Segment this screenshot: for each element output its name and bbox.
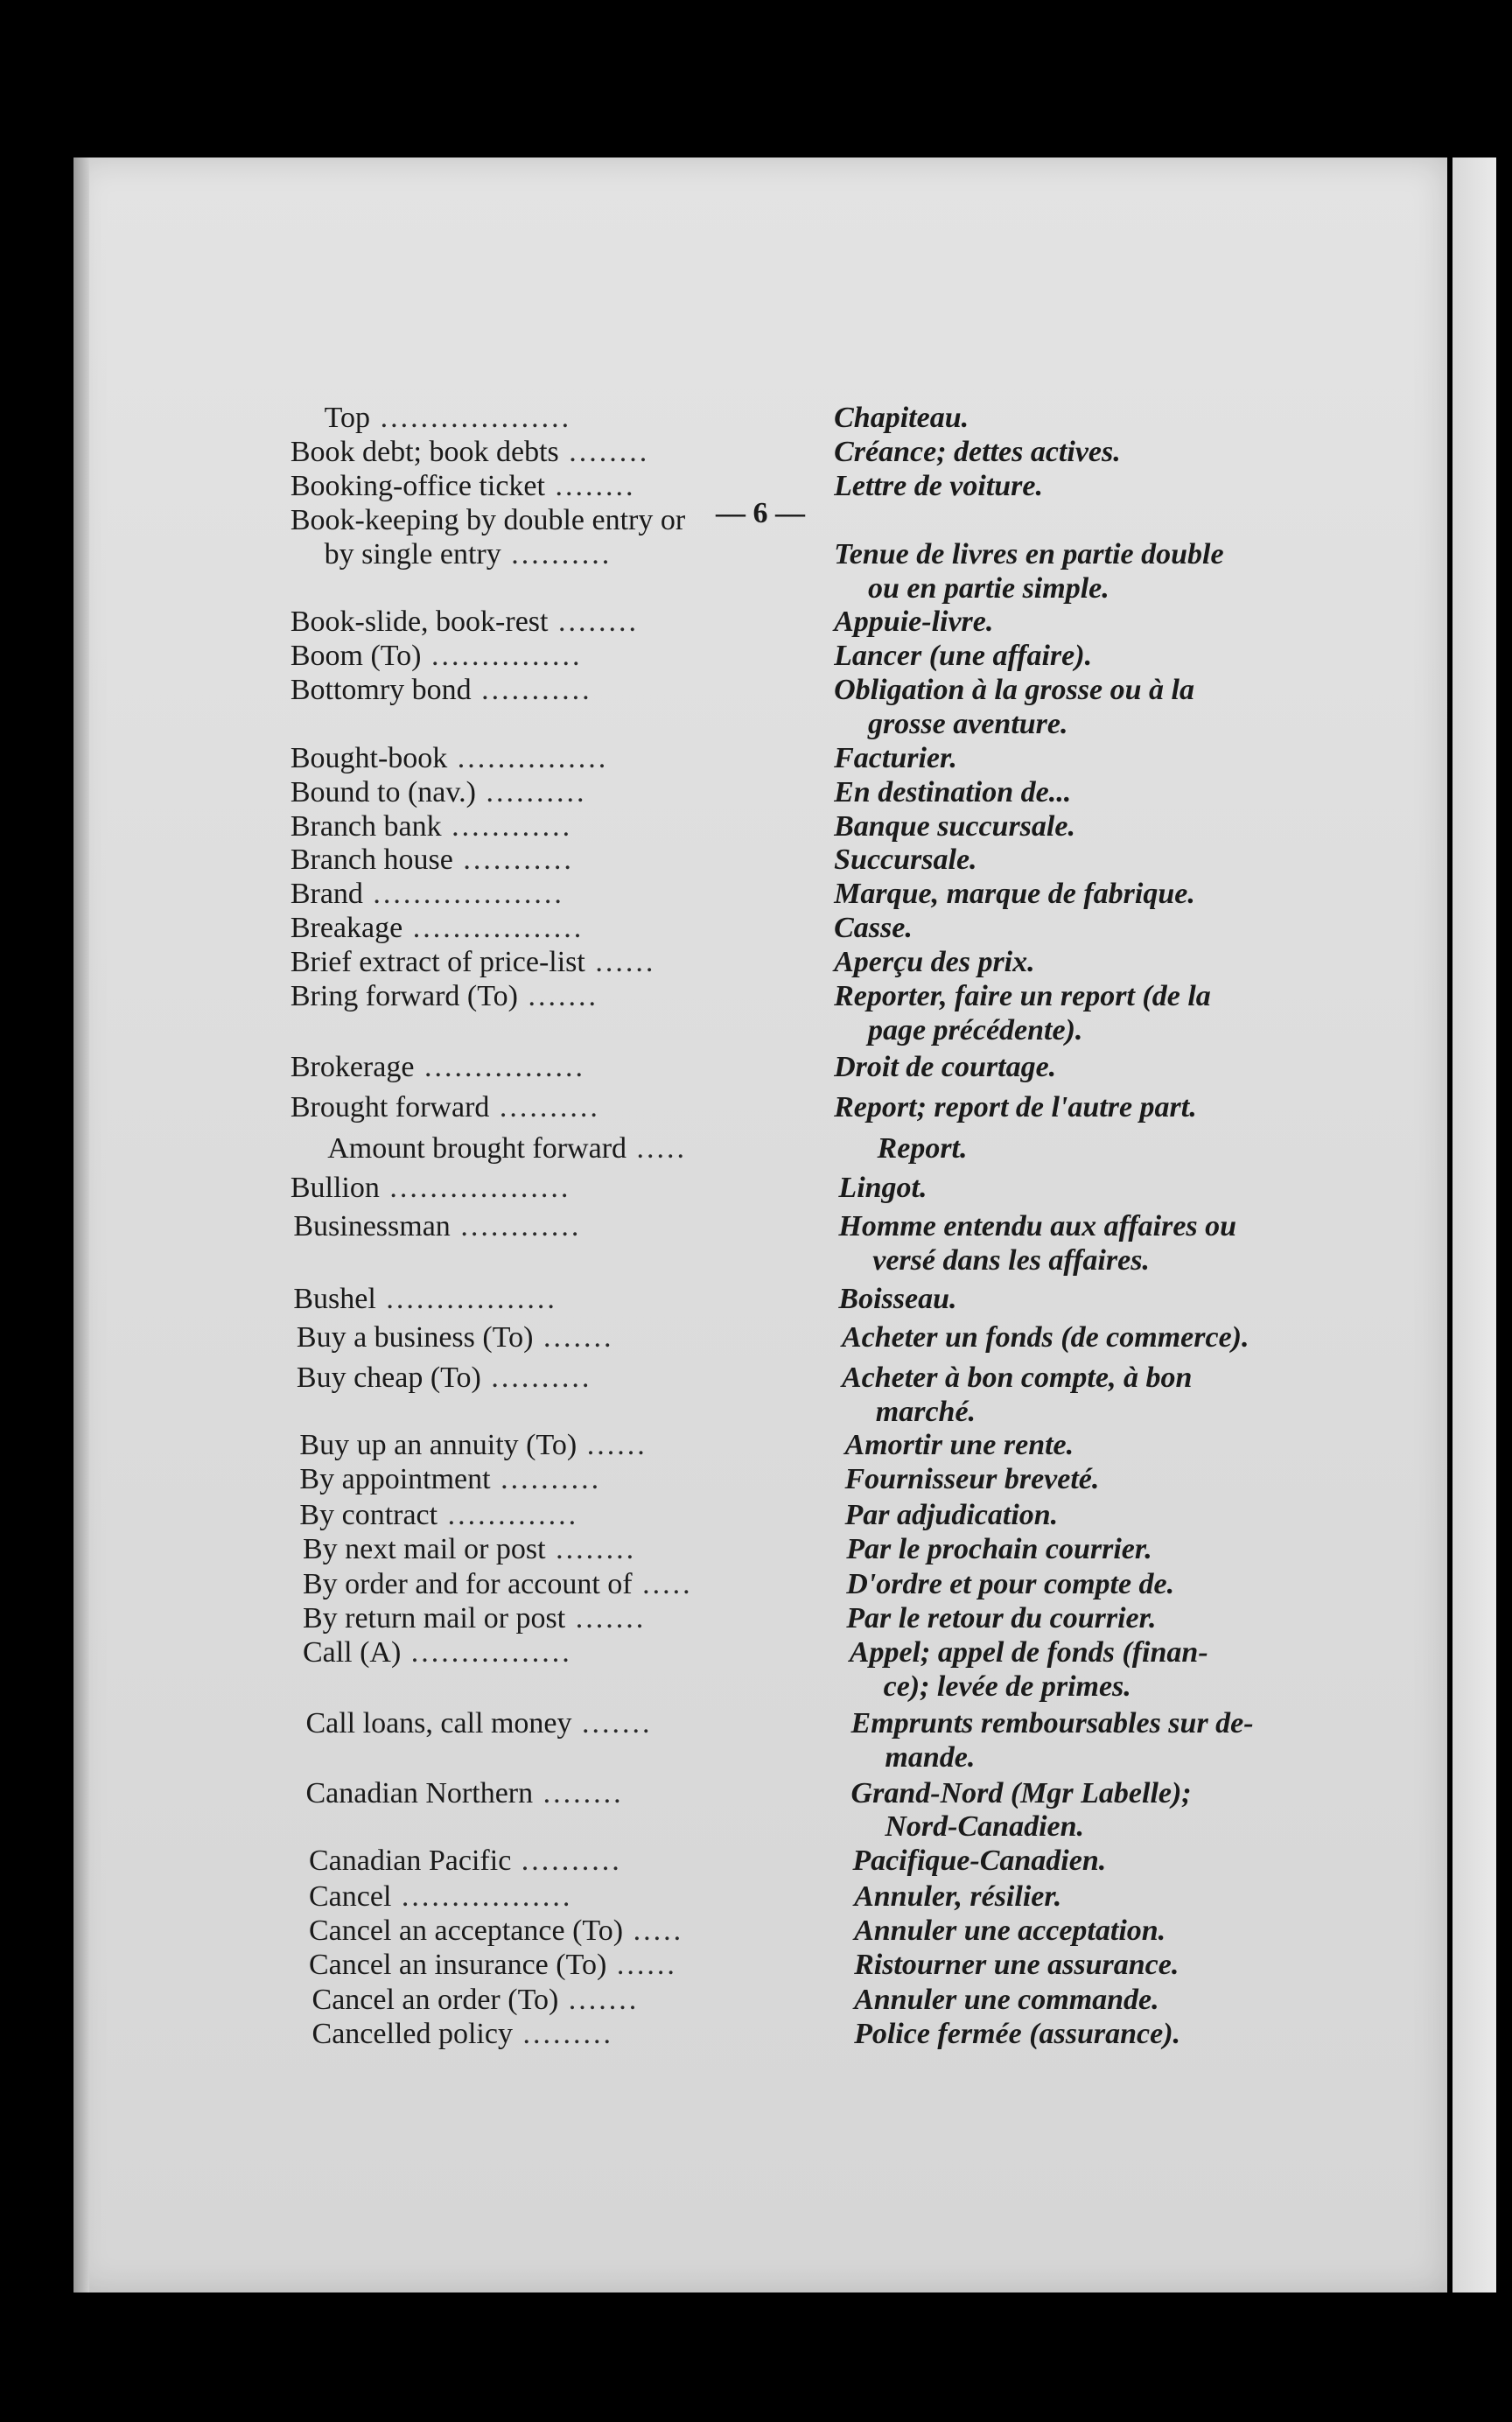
english-term	[290, 504, 685, 537]
english-term	[293, 1283, 556, 1316]
french-translation: Par le retour du courrier.	[846, 1602, 1157, 1635]
leader-dots: .......	[571, 1707, 653, 1740]
french-translation: Report; report de l'autre part.	[834, 1090, 1197, 1124]
french-translation: Boisseau.	[838, 1282, 957, 1315]
french-translation: Annuler une acceptation.	[854, 1914, 1166, 1947]
french-translation: Facturier.	[834, 741, 957, 774]
french-translation: Police fermée (assurance).	[854, 2017, 1181, 2050]
leader-dots: .................	[402, 912, 584, 944]
english-term-text: By appointment	[299, 1463, 491, 1496]
french-translation: Marque, marque de fabrique.	[834, 878, 1195, 911]
english-term-text: Amount brought forward	[327, 1132, 627, 1166]
leader-dots: .....	[623, 1914, 684, 1947]
leader-dots: ........	[533, 1776, 624, 1810]
english-term-text: Branch bank	[290, 809, 442, 843]
leader-dots: ......	[584, 945, 656, 978]
leader-dots: ..........	[500, 537, 612, 570]
english-term-text: Bring forward (To)	[290, 979, 518, 1012]
english-term	[299, 1463, 601, 1496]
english-term-text: Brought forward	[290, 1090, 490, 1124]
adjacent-page-edge	[1452, 158, 1496, 2292]
english-term-text: Bound to (nav.)	[290, 775, 476, 808]
french-translation: D'ordre et pour compte de.	[846, 1568, 1175, 1601]
leader-dots: ................	[414, 1050, 585, 1083]
leader-dots: .....	[632, 1568, 693, 1601]
leader-dots: ........	[544, 470, 636, 503]
english-term	[299, 1429, 647, 1462]
french-translation: Appuie-livre.	[834, 606, 994, 639]
leader-dots: .......	[558, 1984, 640, 2017]
leader-dots: ...............	[447, 741, 609, 774]
french-translation: Report.	[877, 1132, 968, 1166]
english-term	[303, 1533, 636, 1566]
english-term-text: Buy up an annuity (To)	[299, 1429, 578, 1462]
french-translation: Reporter, faire un report (de la	[834, 979, 1211, 1012]
english-term-text: Canadian Pacific	[309, 1844, 512, 1878]
leader-dots: .......	[517, 979, 598, 1012]
english-term	[290, 912, 584, 945]
english-term-text: Bought-book	[290, 741, 448, 774]
leader-dots: .................	[391, 1880, 573, 1913]
english-term-continuation	[325, 538, 612, 571]
french-translation: Succursale.	[834, 844, 977, 877]
french-translation: Annuler une commande.	[854, 1984, 1159, 2017]
french-translation: Lancer (une affaire).	[834, 640, 1093, 673]
english-term-text: Bullion	[290, 1171, 380, 1204]
english-term	[309, 1949, 677, 1982]
english-term	[325, 402, 571, 435]
french-translation: Obligation à la grosse ou à la	[834, 674, 1194, 707]
english-term	[297, 1321, 614, 1354]
leader-dots: ............	[441, 809, 573, 843]
french-translation: Pacifique-Canadien.	[852, 1844, 1107, 1878]
french-translation: ce); levée de primes.	[883, 1670, 1131, 1703]
french-translation: Appel; appel de fonds (finan-	[849, 1635, 1208, 1669]
leader-dots: ..........	[489, 1090, 600, 1124]
leader-dots: .....	[626, 1132, 688, 1166]
french-translation: Aperçu des prix.	[834, 945, 1035, 978]
leader-dots: .......	[565, 1602, 647, 1635]
english-term-text: Brand	[290, 878, 363, 911]
english-term	[290, 878, 564, 911]
french-translation: page précédente).	[867, 1013, 1083, 1046]
english-term	[303, 1568, 693, 1601]
leader-dots: .......	[533, 1320, 614, 1354]
french-translation: En destination de...	[834, 775, 1072, 808]
french-translation: Acheter à bon compte, à bon	[841, 1361, 1193, 1394]
english-term	[290, 946, 656, 979]
english-term	[290, 606, 639, 639]
french-translation: mande.	[885, 1740, 976, 1774]
english-term-text: Call loans, call money	[305, 1707, 572, 1740]
english-term-text: By order and for account of	[302, 1568, 633, 1601]
leader-dots: ........	[548, 606, 639, 639]
french-translation: ou en partie simple.	[867, 571, 1110, 605]
english-term-text: Bottomry bond	[290, 674, 472, 707]
english-term	[290, 1091, 600, 1124]
english-term-text: By contract	[299, 1498, 438, 1531]
english-term	[290, 674, 592, 707]
french-translation: Ristourner une assurance.	[854, 1948, 1180, 1981]
leader-dots: ......	[577, 1429, 648, 1462]
english-term	[297, 1362, 592, 1395]
book-page	[74, 158, 1447, 2292]
french-translation: Nord-Canadien.	[885, 1810, 1085, 1844]
leader-dots: ................	[401, 1635, 572, 1669]
leader-dots: ..........	[511, 1844, 622, 1878]
english-term-text: Cancel an insurance (To)	[309, 1948, 607, 1981]
leader-dots: ...................	[362, 878, 564, 911]
leader-dots: ..........	[475, 775, 587, 808]
english-term-text: Canadian Northern	[305, 1776, 534, 1810]
english-term	[290, 436, 649, 469]
english-term	[290, 640, 583, 673]
english-term	[290, 810, 572, 844]
english-term	[303, 1636, 572, 1670]
french-translation: Annuler, résilier.	[854, 1880, 1062, 1913]
english-term-text: Booking-office ticket	[290, 470, 545, 503]
page-binding-shadow	[74, 158, 89, 2292]
french-translation: grosse aventure.	[867, 707, 1068, 740]
english-term-text: Cancel an order (To)	[312, 1984, 559, 2017]
english-term-text: by single entry	[324, 537, 501, 570]
english-term	[305, 1777, 623, 1810]
english-term	[293, 1210, 581, 1243]
leader-dots: ........	[545, 1532, 637, 1565]
english-term	[290, 1172, 571, 1205]
french-translation: Créance; dettes actives.	[834, 436, 1121, 469]
english-term-text: By return mail or post	[302, 1602, 566, 1635]
french-translation: Acheter un fonds (de commerce).	[841, 1320, 1250, 1354]
english-term-text: Boom (To)	[290, 640, 422, 673]
english-term	[290, 844, 574, 877]
french-translation: versé dans les affaires.	[872, 1243, 1150, 1277]
english-term	[290, 742, 608, 775]
english-term	[290, 776, 587, 809]
english-term-text: Cancelled policy	[312, 2017, 513, 2050]
french-translation: Fournisseur breveté.	[844, 1463, 1100, 1496]
english-term-text: Top	[324, 402, 371, 435]
leader-dots: ..........	[480, 1361, 592, 1394]
english-term-text: Book debt; book debts	[290, 436, 559, 469]
leader-dots: ...........	[471, 674, 592, 707]
french-translation: Homme entendu aux affaires ou	[838, 1209, 1237, 1242]
leader-dots: ..........	[490, 1463, 602, 1496]
english-term-text: Brokerage	[290, 1050, 415, 1083]
leader-dots: ............	[450, 1209, 582, 1242]
french-translation: Chapiteau.	[834, 402, 970, 435]
english-term	[299, 1499, 578, 1532]
french-translation: Tenue de livres en partie double	[834, 537, 1224, 570]
english-term-text: Cancel	[309, 1880, 392, 1913]
french-translation: Amortir une rente.	[844, 1429, 1074, 1462]
english-term	[327, 1132, 687, 1166]
english-term	[290, 980, 598, 1013]
french-translation: Par le prochain courrier.	[846, 1532, 1152, 1565]
english-term	[290, 470, 636, 503]
page-number: — 6 —	[716, 497, 805, 529]
english-term-text: Cancel an acceptance (To)	[309, 1914, 624, 1947]
leader-dots: ...............	[421, 640, 583, 673]
english-term-text: Businessman	[293, 1209, 451, 1242]
english-term-text: Book-slide, book-rest	[290, 606, 549, 639]
leader-dots: ......	[606, 1948, 677, 1981]
english-term	[290, 1051, 585, 1084]
english-term	[312, 1984, 640, 2017]
english-term-text: Book-keeping by double entry or	[290, 503, 686, 536]
leader-dots: .............	[438, 1498, 579, 1531]
english-term	[305, 1707, 652, 1740]
english-term-text: Branch house	[290, 844, 453, 877]
french-translation: Lingot.	[838, 1171, 928, 1204]
english-term	[303, 1602, 646, 1635]
english-term-text: By next mail or post	[302, 1532, 546, 1565]
french-translation: Par adjudication.	[844, 1498, 1059, 1531]
english-term-text: Buy cheap (To)	[296, 1361, 481, 1394]
english-term	[309, 1880, 572, 1914]
leader-dots: .........	[512, 2017, 613, 2050]
english-term-text: Call (A)	[302, 1635, 402, 1669]
leader-dots: ...........	[452, 844, 574, 877]
english-term	[312, 2018, 613, 2051]
leader-dots: ...................	[370, 402, 572, 435]
french-translation: Droit de courtage.	[834, 1050, 1057, 1083]
english-term-text: Bushel	[293, 1282, 376, 1315]
english-term-text: Breakage	[290, 912, 403, 944]
english-term	[309, 1844, 622, 1878]
leader-dots: .................	[375, 1282, 557, 1315]
leader-dots: ........	[558, 436, 650, 469]
french-translation: marché.	[875, 1395, 976, 1428]
french-translation: Lettre de voiture.	[834, 470, 1044, 503]
english-term	[309, 1914, 683, 1948]
french-translation: Emprunts remboursables sur de-	[850, 1707, 1254, 1740]
french-translation: Grand-Nord (Mgr Labelle);	[850, 1776, 1192, 1810]
leader-dots: ..................	[379, 1171, 571, 1204]
french-translation: Banque succursale.	[834, 809, 1075, 843]
french-translation: Casse.	[834, 912, 913, 944]
english-term-text: Buy a business (To)	[296, 1320, 534, 1354]
english-term-text: Brief extract of price-list	[290, 945, 585, 978]
